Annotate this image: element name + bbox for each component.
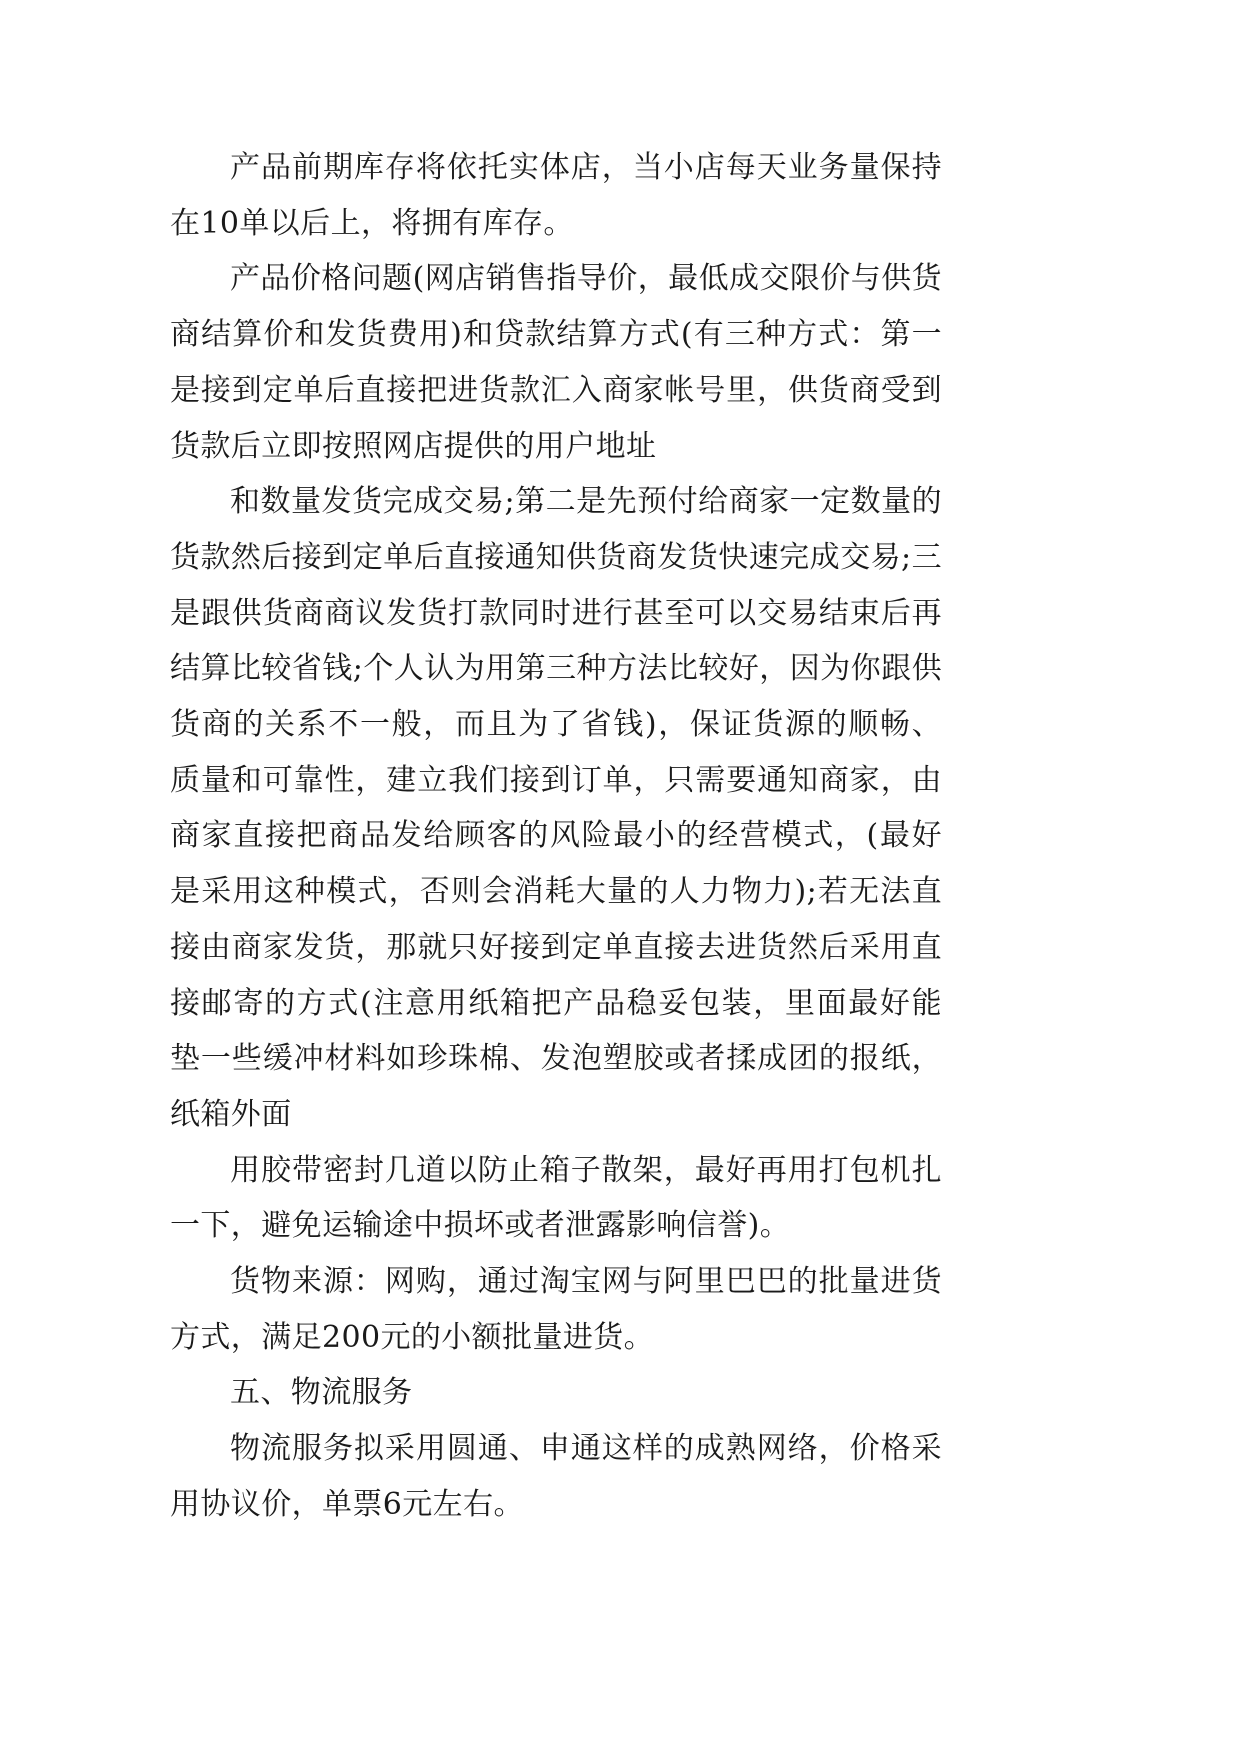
paragraph-goods-source: 货物来源：网购，通过淘宝网与阿里巴巴的批量进货方式，满足200元的小额批量进货。 <box>170 1264 942 1355</box>
section-heading-logistics: 五、物流服务 <box>230 1375 413 1411</box>
paragraph-pricing-settlement: 产品价格问题(网店销售指导价，最低成交限价与供货商结算价和发货费用)和贷款结算方式(有三种方式：第一是接到定单后直接把进货款汇入商家帐号里，供货商受到货款后立即按照网店提供的用户地址 <box>170 261 942 464</box>
paragraph-logistics: 物流服务拟采用圆通、申通这样的成熟网络，价格采用协议价，单票6元左右。 <box>170 1431 942 1522</box>
paragraph-settlement-options: 和数量发货完成交易;第二是先预付给商家一定数量的货款然后接到定单后直接通知供货商发货快速完成交易;三是跟供货商商议发货打款同时进行甚至可以交易结束后再结算比较省钱;个人认为用第三种方法比较好，因为你跟供货商的关系不一般，而且为了省钱)，保证货源的顺畅、质量和可靠性，建立我们接到订单，只需要通知商家，由商家直接把商品发给顾客的风险最小的经营模式，(最好是采用这种模式，否则会消耗大量的人力物力);若无法直接由商家发货，那就只好接到定单直接去进货然后采用直接邮寄的方式(注意用纸箱把产品稳妥包装，里面最好能垫一些缓冲材料如珍珠棉、发泡塑胶或者揉成团的报纸，纸箱外面 <box>170 484 942 1132</box>
paragraph-packaging: 用胶带密封几道以防止箱子散架，最好再用打包机扎一下，避免运输途中损坏或者泄露影响信誉)。 <box>170 1152 942 1244</box>
document-body <box>170 140 942 1533</box>
paragraph-inventory: 产品前期库存将依托实体店，当小店每天业务量保持在10单以后上，将拥有库存。 <box>170 150 942 241</box>
